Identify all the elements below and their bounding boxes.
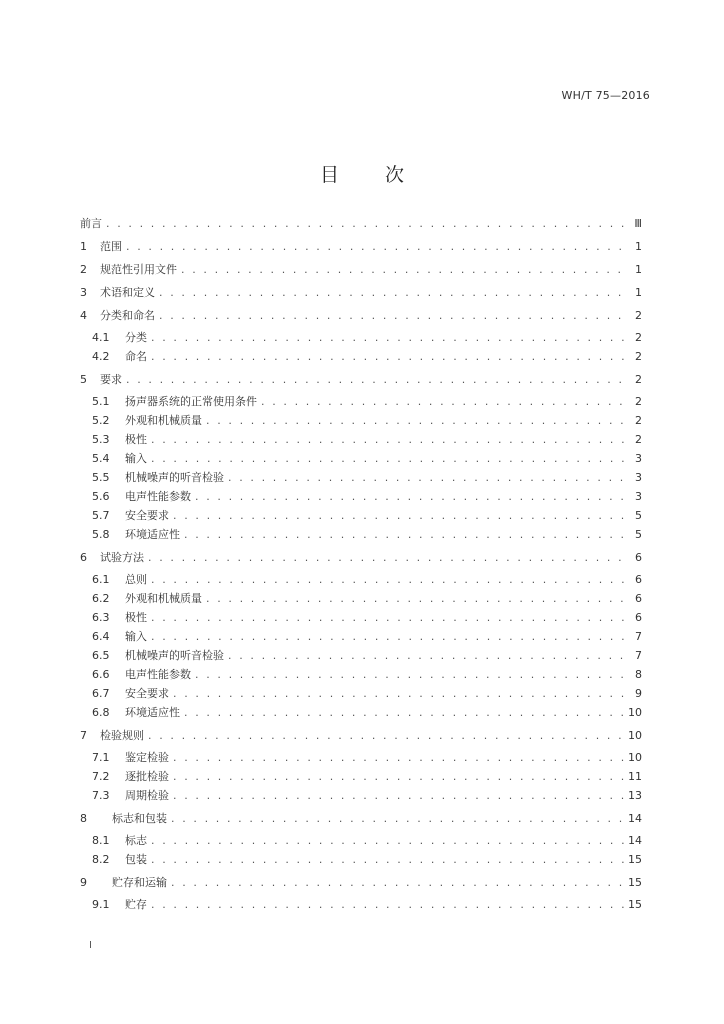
toc-entry-label: 外观和机械质量	[125, 414, 202, 427]
footer-page-number: I	[89, 940, 92, 951]
toc-entry-page: 5	[635, 509, 642, 522]
toc-entry-label: 范围	[100, 240, 122, 253]
toc-entry-page: 2	[635, 433, 642, 446]
toc-entry-number: 4.1	[92, 331, 110, 344]
toc-entry-page: 6	[635, 611, 642, 624]
toc-entry-label: 周期检验	[125, 789, 169, 802]
toc-entry-number: 6	[80, 551, 87, 564]
toc-entry-label: 环境适应性	[125, 706, 180, 719]
toc-leader-dots	[228, 649, 628, 662]
toc-entry-label: 输入	[125, 630, 147, 643]
toc-entry[interactable]	[80, 414, 642, 427]
toc-entry-label: 环境适应性	[125, 528, 180, 541]
toc-entry-page: 1	[635, 286, 642, 299]
toc-entry-number: 5.6	[92, 490, 110, 503]
toc-entry[interactable]	[80, 452, 642, 465]
toc-leader-dots	[126, 373, 628, 386]
toc-entry-page: 13	[628, 789, 642, 802]
toc-entry-label: 总则	[125, 573, 147, 586]
toc-entry[interactable]	[80, 630, 642, 643]
toc-entry[interactable]	[80, 853, 642, 866]
toc-entry-number: 1	[80, 240, 87, 253]
toc-entry[interactable]	[80, 876, 642, 889]
toc-entry[interactable]	[80, 592, 642, 605]
toc-entry[interactable]	[80, 263, 642, 276]
toc-entry-number: 7.1	[92, 751, 110, 764]
toc-entry[interactable]	[80, 350, 642, 363]
toc-entry-page: 3	[635, 490, 642, 503]
toc-entry-number: 8.2	[92, 853, 110, 866]
toc-entry-label: 规范性引用文件	[100, 263, 177, 276]
toc-leader-dots	[261, 395, 628, 408]
toc-leader-dots	[173, 509, 628, 522]
toc-entry-page: 1	[635, 263, 642, 276]
toc-entry-number: 7	[80, 729, 87, 742]
toc-entry[interactable]	[80, 373, 642, 386]
toc-entry-number: 6.7	[92, 687, 110, 700]
toc-entry-label: 要求	[100, 373, 122, 386]
toc-entry[interactable]	[80, 834, 642, 847]
toc-entry-label: 极性	[125, 433, 147, 446]
toc-entry-number: 6.5	[92, 649, 110, 662]
toc-entry-page: 7	[635, 630, 642, 643]
toc-entry-number: 4.2	[92, 350, 110, 363]
toc-entry-label: 逐批检验	[125, 770, 169, 783]
toc-entry-number: 9	[80, 876, 87, 889]
table-of-contents	[80, 217, 642, 911]
toc-entry-page: 3	[635, 452, 642, 465]
toc-leader-dots	[206, 592, 628, 605]
toc-entry-label: 命名	[125, 350, 147, 363]
toc-entry-page: 2	[635, 350, 642, 363]
toc-entry-label: 扬声器系统的正常使用条件	[125, 395, 257, 408]
toc-entry[interactable]	[80, 240, 642, 253]
toc-leader-dots	[106, 217, 628, 230]
toc-entry-page: 2	[635, 414, 642, 427]
toc-entry-number: 7.2	[92, 770, 110, 783]
toc-entry-label: 术语和定义	[100, 286, 155, 299]
toc-entry-page: Ⅲ	[634, 217, 642, 230]
toc-entry-number: 5.2	[92, 414, 110, 427]
toc-entry-label: 输入	[125, 452, 147, 465]
toc-entry-label: 前言	[80, 217, 102, 230]
toc-entry-label: 极性	[125, 611, 147, 624]
toc-entry[interactable]	[80, 729, 642, 742]
toc-entry-label: 标志和包装	[112, 812, 167, 825]
toc-leader-dots	[181, 263, 628, 276]
toc-entry-number: 5	[80, 373, 87, 386]
toc-leader-dots	[171, 812, 624, 825]
toc-entry-label: 机械噪声的听音检验	[125, 649, 224, 662]
toc-entry-number: 8.1	[92, 834, 110, 847]
toc-entry-page: 10	[628, 706, 642, 719]
toc-entry-number: 2	[80, 263, 87, 276]
toc-entry-page: 10	[628, 751, 642, 764]
toc-entry-number: 6.2	[92, 592, 110, 605]
toc-entry[interactable]	[80, 286, 642, 299]
toc-entry-label: 标志	[125, 834, 147, 847]
toc-leader-dots	[206, 414, 628, 427]
toc-entry-number: 6.8	[92, 706, 110, 719]
title-char-left: 目	[319, 164, 339, 186]
toc-leader-dots	[195, 668, 628, 681]
toc-entry-label: 机械噪声的听音检验	[125, 471, 224, 484]
toc-entry[interactable]	[80, 611, 642, 624]
toc-entry[interactable]	[80, 649, 642, 662]
toc-entry-label: 安全要求	[125, 687, 169, 700]
toc-entry-number: 5.5	[92, 471, 110, 484]
toc-entry-label: 电声性能参数	[125, 668, 191, 681]
toc-entry-page: 10	[628, 729, 642, 742]
toc-leader-dots	[173, 687, 628, 700]
toc-entry[interactable]	[80, 573, 642, 586]
toc-entry[interactable]	[80, 309, 642, 322]
toc-entry-page: 2	[635, 331, 642, 344]
toc-entry-page: 7	[635, 649, 642, 662]
toc-leader-dots	[173, 789, 624, 802]
toc-leader-dots	[151, 630, 628, 643]
toc-entry-page: 9	[635, 687, 642, 700]
toc-entry-label: 检验规则	[100, 729, 144, 742]
toc-leader-dots	[159, 309, 628, 322]
toc-entry-number: 3	[80, 286, 87, 299]
toc-entry[interactable]	[80, 217, 642, 230]
toc-leader-dots	[151, 834, 624, 847]
toc-entry-number: 9.1	[92, 898, 110, 911]
page-title	[0, 160, 724, 187]
toc-entry-label: 分类	[125, 331, 147, 344]
toc-leader-dots	[151, 433, 628, 446]
toc-leader-dots	[228, 471, 628, 484]
toc-entry-number: 6.6	[92, 668, 110, 681]
toc-leader-dots	[173, 751, 624, 764]
toc-entry-number: 5.4	[92, 452, 110, 465]
toc-entry-label: 试验方法	[100, 551, 144, 564]
title-char-right: 次	[385, 164, 405, 186]
toc-leader-dots	[151, 350, 628, 363]
toc-entry-page: 14	[628, 834, 642, 847]
toc-entry[interactable]	[80, 509, 642, 522]
toc-entry[interactable]	[80, 751, 642, 764]
toc-entry-page: 2	[635, 309, 642, 322]
toc-entry[interactable]	[80, 770, 642, 783]
toc-leader-dots	[151, 573, 628, 586]
toc-entry[interactable]	[80, 471, 642, 484]
toc-entry[interactable]	[80, 551, 642, 564]
toc-entry-label: 电声性能参数	[125, 490, 191, 503]
toc-entry-label: 安全要求	[125, 509, 169, 522]
toc-entry-label: 外观和机械质量	[125, 592, 202, 605]
toc-entry-page: 15	[628, 853, 642, 866]
toc-entry-number: 5.8	[92, 528, 110, 541]
toc-entry-number: 8	[80, 812, 87, 825]
toc-entry-page: 3	[635, 471, 642, 484]
toc-entry[interactable]	[80, 528, 642, 541]
toc-entry[interactable]	[80, 395, 642, 408]
toc-entry[interactable]	[80, 898, 642, 911]
toc-entry-label: 鉴定检验	[125, 751, 169, 764]
toc-entry-number: 6.1	[92, 573, 110, 586]
toc-entry-page: 15	[628, 876, 642, 889]
toc-entry-number: 7.3	[92, 789, 110, 802]
toc-entry[interactable]	[80, 812, 642, 825]
toc-leader-dots	[148, 729, 624, 742]
toc-leader-dots	[173, 770, 624, 783]
toc-entry[interactable]	[80, 789, 642, 802]
toc-entry-page: 11	[628, 770, 642, 783]
toc-leader-dots	[151, 898, 624, 911]
toc-leader-dots	[195, 490, 628, 503]
toc-entry-page: 6	[635, 592, 642, 605]
toc-entry[interactable]	[80, 687, 642, 700]
toc-entry[interactable]	[80, 331, 642, 344]
toc-entry[interactable]	[80, 490, 642, 503]
toc-entry-number: 5.1	[92, 395, 110, 408]
toc-entry-page: 5	[635, 528, 642, 541]
toc-entry-page: 2	[635, 373, 642, 386]
toc-entry-number: 6.4	[92, 630, 110, 643]
toc-entry-number: 5.3	[92, 433, 110, 446]
toc-entry-page: 14	[628, 812, 642, 825]
toc-leader-dots	[184, 706, 624, 719]
toc-leader-dots	[184, 528, 628, 541]
toc-entry-label: 贮存	[125, 898, 147, 911]
toc-entry-number: 4	[80, 309, 87, 322]
toc-leader-dots	[151, 452, 628, 465]
toc-entry[interactable]	[80, 433, 642, 446]
toc-entry[interactable]	[80, 706, 642, 719]
toc-entry-number: 5.7	[92, 509, 110, 522]
toc-entry-label: 贮存和运输	[112, 876, 167, 889]
toc-entry-label: 包装	[125, 853, 147, 866]
toc-leader-dots	[159, 286, 628, 299]
toc-entry-page: 8	[635, 668, 642, 681]
toc-entry-page: 1	[635, 240, 642, 253]
toc-leader-dots	[151, 853, 624, 866]
toc-entry[interactable]	[80, 668, 642, 681]
toc-leader-dots	[151, 331, 628, 344]
toc-entry-page: 15	[628, 898, 642, 911]
toc-leader-dots	[151, 611, 628, 624]
toc-entry-number: 6.3	[92, 611, 110, 624]
toc-entry-label: 分类和命名	[100, 309, 155, 322]
toc-leader-dots	[148, 551, 628, 564]
document-code: WH/T 75—2016	[561, 89, 650, 102]
toc-leader-dots	[171, 876, 624, 889]
toc-entry-page: 2	[635, 395, 642, 408]
toc-entry-page: 6	[635, 551, 642, 564]
toc-entry-page: 6	[635, 573, 642, 586]
toc-leader-dots	[126, 240, 628, 253]
